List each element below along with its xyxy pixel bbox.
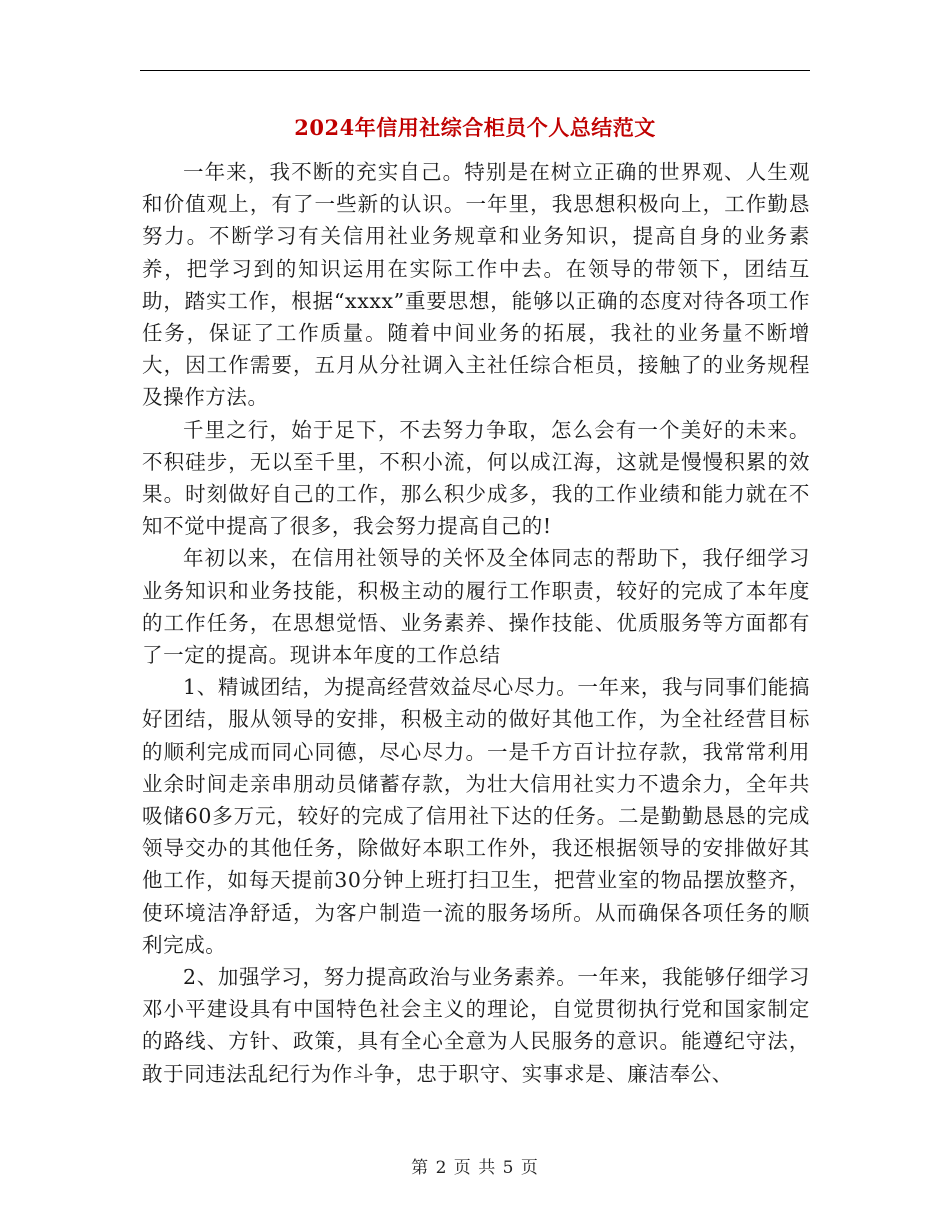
paragraph-4: 1、精诚团结，为提高经营效益尽心尽力。一年来，我与同事们能搞好团结，服从领导的安排，积极主动的做好其他工作，为全社经营目标的顺利完成而同心同德，尽心尽力。一是千方百计拉存款，我常常利用业余时间走亲串朋动员储蓄存款，为壮大信用社实力不遗余力，全年共吸储60多万元，较好的完成了信用社下达的任务。二是勤勤恳恳的完成领导交办的其他任务，除做好本职工作外，我还根据领导的安排做好其他工作，如每天提前30分钟上班打扫卫生，把营业室的物品摆放整齐，使环境洁净舒适，为客户制造一流的服务场所。从而确保各项任务的顺利完成。 <box>142 675 810 957</box>
paragraph-5: 2、加强学习，努力提高政治与业务素养。一年来，我能够仔细学习邓小平建设具有中国特色社会主义的理论，自觉贯彻执行党和国家制定的路线、方针、政策，具有全心全意为人民服务的意识。能遵纪守法，敢于同违法乱纪行为作斗争，忠于职守、实事求是、廉洁奉公、 <box>142 965 810 1086</box>
header-rule <box>140 70 810 71</box>
document-title: 2024年信用社综合柜员个人总结范文 <box>294 115 656 140</box>
page-number-footer: 第 2 页 共 5 页 <box>411 1158 539 1178</box>
paragraph-3: 年初以来，在信用社领导的关怀及全体同志的帮助下，我仔细学习业务知识和业务技能，积极主动的履行工作职责，较好的完成了本年度的工作任务，在思想觉悟、业务素养、操作技能、优质服务等方面都有了一定的提高。现讲本年度的工作总结 <box>142 546 810 668</box>
paragraph-2: 千里之行，始于足下，不去努力争取，怎么会有一个美好的未来。不积硅步，无以至千里，不积小流，何以成江海，这就是慢慢积累的效果。时刻做好自己的工作，那么积少成多，我的工作业绩和能力就在不知不觉中提高了很多，我会努力提高自己的! <box>142 417 810 539</box>
paragraph-1: 一年来，我不断的充实自己。特别是在树立正确的世界观、人生观和价值观上，有了一些新的认识。一年里，我思想积极向上，工作勤恳努力。不断学习有关信用社业务规章和业务知识，提高自身的业务素养，把学习到的知识运用在实际工作中去。在领导的带领下，团结互助，踏实工作，根据“xxxx”重要思想，能够以正确的态度对待各项工作任务，保证了工作质量。随着中间业务的拓展，我社的业务量不断增大，因工作需要，五月从分社调入主社任综合柜员，接触了的业务规程及操作方法。 <box>142 160 810 410</box>
document-body <box>142 156 810 1090</box>
